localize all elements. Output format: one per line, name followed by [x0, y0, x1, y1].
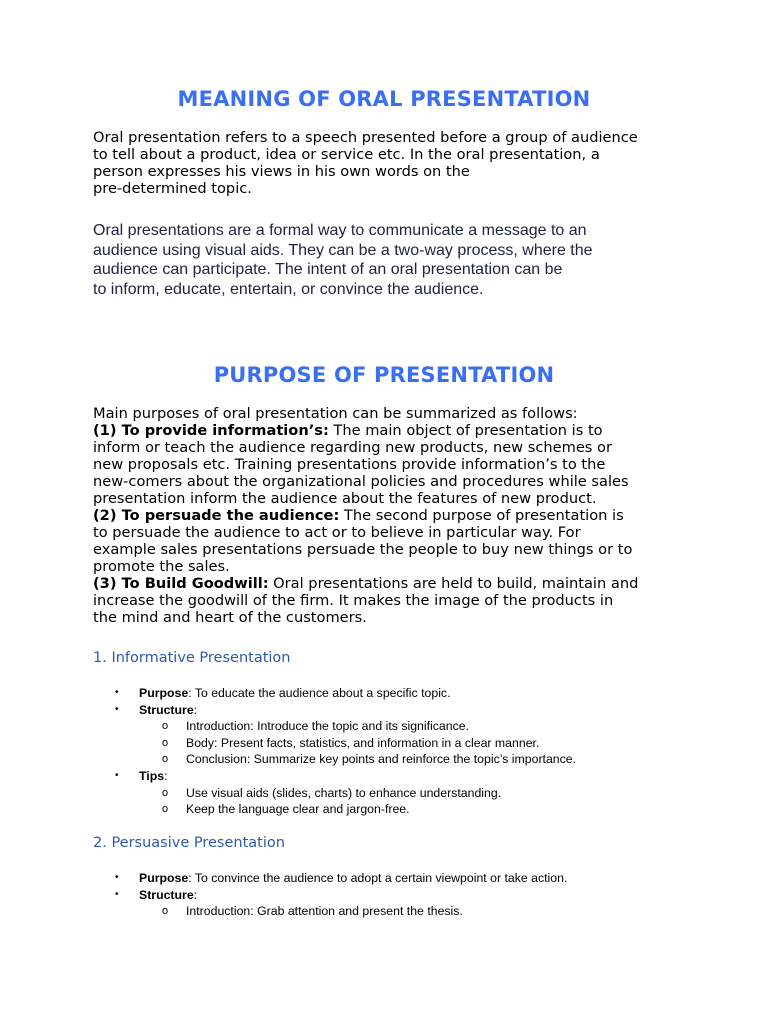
list-item — [0, 887, 768, 904]
bullet-icon: • — [115, 769, 119, 781]
bullet-icon: • — [115, 872, 119, 883]
text-line: pre-determined topic. — [93, 180, 252, 197]
purpose-item-2 — [93, 507, 693, 524]
purpose-item-1 — [93, 422, 693, 439]
text-line: example sales presentations persuade the people to buy new things or to — [93, 541, 633, 558]
text-line: person expresses his views in his own words on the — [93, 163, 470, 180]
text-line: increase the goodwill of the firm. It makes the image of the products in — [93, 592, 614, 609]
list-item — [0, 702, 768, 719]
text-line: audience using visual aids. They can be a two-way process, where the — [93, 241, 593, 259]
purpose-item-1-text: The main object of presentation is to — [328, 422, 603, 439]
list-item-text — [139, 870, 567, 887]
purpose-item-3 — [93, 575, 693, 592]
text-line: the mind and heart of the customers. — [93, 609, 367, 626]
list-item — [0, 785, 768, 802]
structure-label: Structure — [139, 702, 194, 717]
text-line: new-comers about the organizational policies and procedures while sales — [93, 473, 629, 490]
text-line: inform or teach the audience regarding new products, new schemes or — [93, 439, 612, 456]
list-item-text: Conclusion: Summarize key points and reinforce the topic’s importance. — [186, 752, 577, 767]
text-line: presentation inform the audience about the features of new product. — [93, 490, 597, 507]
circle-bullet-icon: o — [162, 736, 169, 749]
list-item — [0, 870, 768, 887]
list-item — [0, 718, 768, 735]
purpose-item-2-text: The second purpose of presentation is — [339, 507, 624, 524]
list-item-text: Use visual aids (slides, charts) to enhance understanding. — [186, 785, 502, 800]
persuasive-list — [0, 870, 768, 920]
circle-bullet-icon: o — [162, 905, 169, 918]
list-item — [0, 751, 768, 768]
text-line: promote the sales. — [93, 558, 230, 575]
purpose-item-3-text: Oral presentations are held to build, maintain and — [268, 575, 639, 592]
circle-bullet-icon: o — [162, 803, 169, 816]
list-item-text: Introduction: Introduce the topic and its significance. — [186, 719, 469, 734]
tips-label: Tips — [139, 768, 165, 783]
meaning-heading: MEANING OF ORAL PRESENTATION — [177, 87, 591, 111]
purpose-body — [93, 405, 693, 626]
list-item — [0, 685, 768, 702]
list-item-text — [139, 702, 197, 719]
text-line: Oral presentations are a formal way to communicate a message to an — [93, 222, 587, 239]
informative-heading: 1. Informative Presentation — [93, 650, 291, 666]
text-line: to persuade the audience to act or to believe in particular way. For — [93, 524, 581, 541]
text-line: to inform, educate, entertain, or convince the audience. — [93, 280, 484, 298]
informative-list — [0, 685, 768, 818]
text-line: audience can participate. The intent of an oral presentation can be — [93, 261, 563, 278]
circle-bullet-icon: o — [162, 786, 169, 799]
purpose-heading: PURPOSE OF PRESENTATION — [213, 363, 555, 387]
bullet-icon: • — [115, 888, 119, 900]
tips-colon: : — [164, 768, 168, 783]
purpose-item-1-label: (1) To provide information’s: — [93, 422, 329, 439]
purpose-label: Purpose — [139, 871, 189, 885]
purpose-intro: Main purposes of oral presentation can be summarized as follows: — [93, 405, 578, 422]
list-item-text: Introduction: Grab attention and present the thesis. — [186, 904, 463, 919]
text-line: Oral presentation refers to a speech presented before a group of audience — [93, 129, 638, 146]
purpose-item-3-label: (3) To Build Goodwill: — [93, 575, 269, 592]
meaning-paragraph-2 — [93, 221, 693, 299]
list-item — [0, 801, 768, 818]
list-item-text — [139, 685, 451, 702]
purpose-label: Purpose — [139, 686, 189, 700]
bullet-icon: • — [115, 687, 119, 698]
text-line: new proposals etc. Training presentations provide information’s to the — [93, 456, 606, 473]
circle-bullet-icon: o — [162, 720, 169, 733]
persuasive-heading: 2. Persuasive Presentation — [93, 835, 285, 851]
structure-colon: : — [193, 702, 198, 717]
text-line: to tell about a product, idea or service etc. In the oral presentation, a — [93, 146, 600, 163]
list-item — [0, 735, 768, 752]
list-item — [0, 768, 768, 785]
list-item — [0, 903, 768, 920]
list-item-text — [139, 887, 197, 904]
meaning-paragraph-1 — [93, 129, 693, 197]
list-item-text: Body: Present facts, statistics, and information in a clear manner. — [186, 735, 540, 750]
structure-colon: : — [193, 887, 198, 902]
purpose-text: : To convince the audience to adopt a certain viewpoint or take action. — [188, 871, 568, 885]
bullet-icon: • — [115, 703, 119, 715]
structure-label: Structure — [139, 887, 194, 902]
list-item-text: Keep the language clear and jargon-free. — [186, 802, 410, 817]
purpose-text: : To educate the audience about a specific topic. — [188, 686, 451, 700]
list-item-text — [139, 768, 167, 785]
purpose-item-2-label: (2) To persuade the audience: — [93, 507, 340, 524]
circle-bullet-icon: o — [162, 753, 169, 766]
